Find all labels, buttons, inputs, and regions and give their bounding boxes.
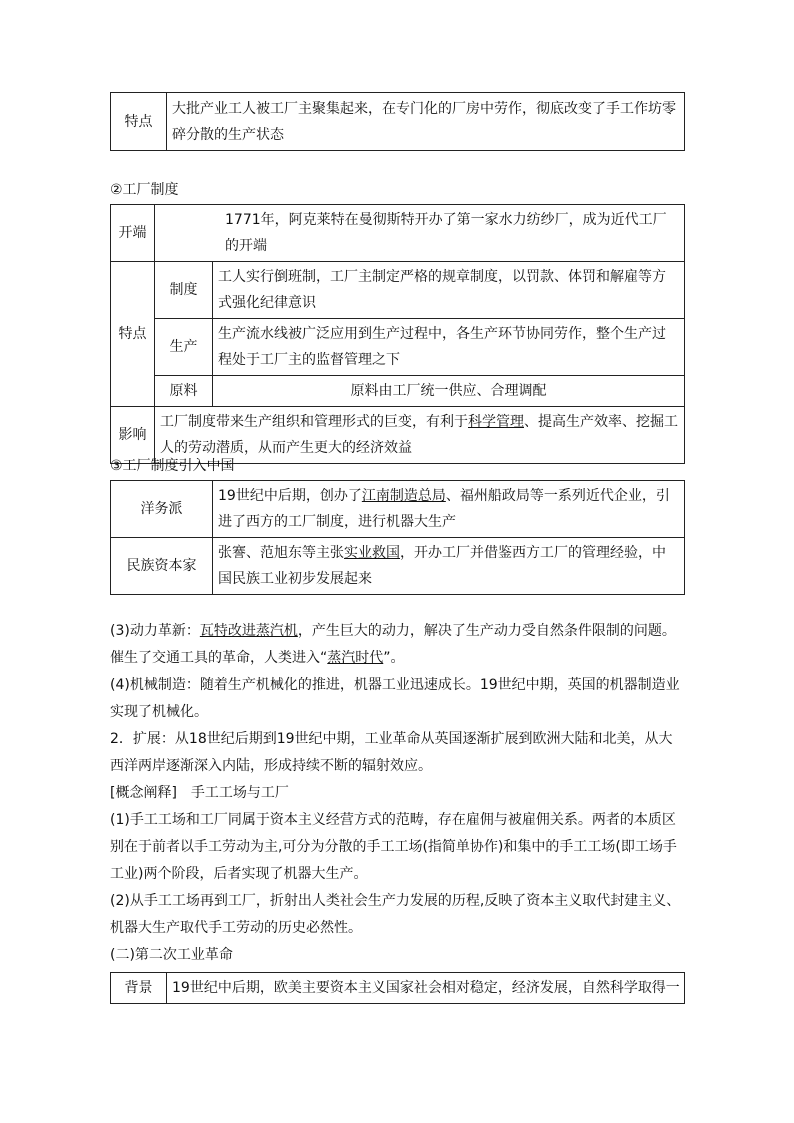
- china-intro-table: [110, 480, 685, 595]
- features-table: [110, 92, 685, 151]
- material-content: 原料由工厂统一供应、合理调配: [213, 376, 685, 407]
- background-content: 19世纪中后期，欧美主要资本主义国家社会相对稳定，经济发展，自然科学取得一: [167, 973, 685, 1004]
- factory-system-table: [110, 204, 685, 464]
- system-features-label: 特点: [111, 262, 155, 407]
- body-text: [110, 618, 686, 969]
- minzu-label: 民族资本家: [111, 538, 213, 595]
- yangwu-content: 19世纪中后期，创办了江南制造总局、福州船政局等一系列近代企业，引进了西方的工厂制度，进行机器大生产: [213, 481, 685, 538]
- power-paragraph: (3)动力革新：瓦特改进蒸汽机，产生巨大的动力，解决了生产动力受自然条件限制的问题。催生了交通工具的革命，人类进入“蒸汽时代”。: [110, 623, 676, 666]
- concept-paragraph-2: (2)从手工工场再到工厂，折射出人类社会生产力发展的历程,反映了资本主义取代封建主义、机器大生产取代手工劳动的历史必然性。: [110, 893, 681, 936]
- expansion-paragraph: 2．扩展：从18世纪后期到19世纪中期，工业革命从英国逐渐扩展到欧洲大陆和北美，从大西洋两岸逐渐深入内陆，形成持续不断的辐射效应。: [110, 731, 673, 774]
- minzu-content: 张謇、范旭东等主张实业救国，开办工厂并借鉴西方工厂的管理经验，中国民族工业初步发展起来: [213, 538, 685, 595]
- production-label: 生产: [155, 319, 213, 376]
- start-content: 1771年，阿克莱特在曼彻斯特开办了第一家水力纺纱厂，成为近代工厂的开端: [155, 205, 685, 262]
- features-content: 大批产业工人被工厂主聚集起来，在专门化的厂房中劳作，彻底改变了手工作坊零碎分散的生产状态: [167, 93, 685, 151]
- yangwu-label: 洋务派: [111, 481, 213, 538]
- features-label: 特点: [111, 93, 167, 151]
- start-label: 开端: [111, 205, 155, 262]
- second-revolution-heading: (二)第二次工业革命: [110, 947, 233, 963]
- impact-content: 工厂制度带来生产组织和管理形式的巨变，有利于科学管理、提高生产效率、挖掘工人的劳动潜质，从而产生更大的经济效益: [155, 407, 685, 464]
- background-table: [110, 972, 685, 1004]
- production-content: 生产流水线被广泛应用到生产过程中，各生产环节协同劳作，整个生产过程处于工厂主的监督管理之下: [213, 319, 685, 376]
- background-label: 背景: [111, 973, 167, 1004]
- system-label: 制度: [155, 262, 213, 319]
- concept-heading: [概念阐释] 手工工场与工厂: [110, 785, 289, 801]
- impact-label: 影响: [111, 407, 155, 464]
- system-content: 工人实行倒班制，工厂主制定严格的规章制度，以罚款、体罚和解雇等方式强化纪律意识: [213, 262, 685, 319]
- factory-system-heading: ②工厂制度: [110, 182, 179, 198]
- china-intro-heading: ③工厂制度引入中国: [110, 458, 235, 474]
- material-label: 原料: [155, 376, 213, 407]
- concept-paragraph-1: (1)手工工场和工厂同属于资本主义经营方式的范畴，存在雇佣与被雇佣关系。两者的本质区别在于前者以手工劳动为主,可分为分散的手工工场(指简单协作)和集中的手工工场(即工场手工业)两个阶段，后者实现了机器大生产。: [110, 812, 677, 882]
- machinery-paragraph: (4)机械制造：随着生产机械化的推进，机器工业迅速成长。19世纪中期，英国的机器制造业实现了机械化。: [110, 677, 680, 720]
